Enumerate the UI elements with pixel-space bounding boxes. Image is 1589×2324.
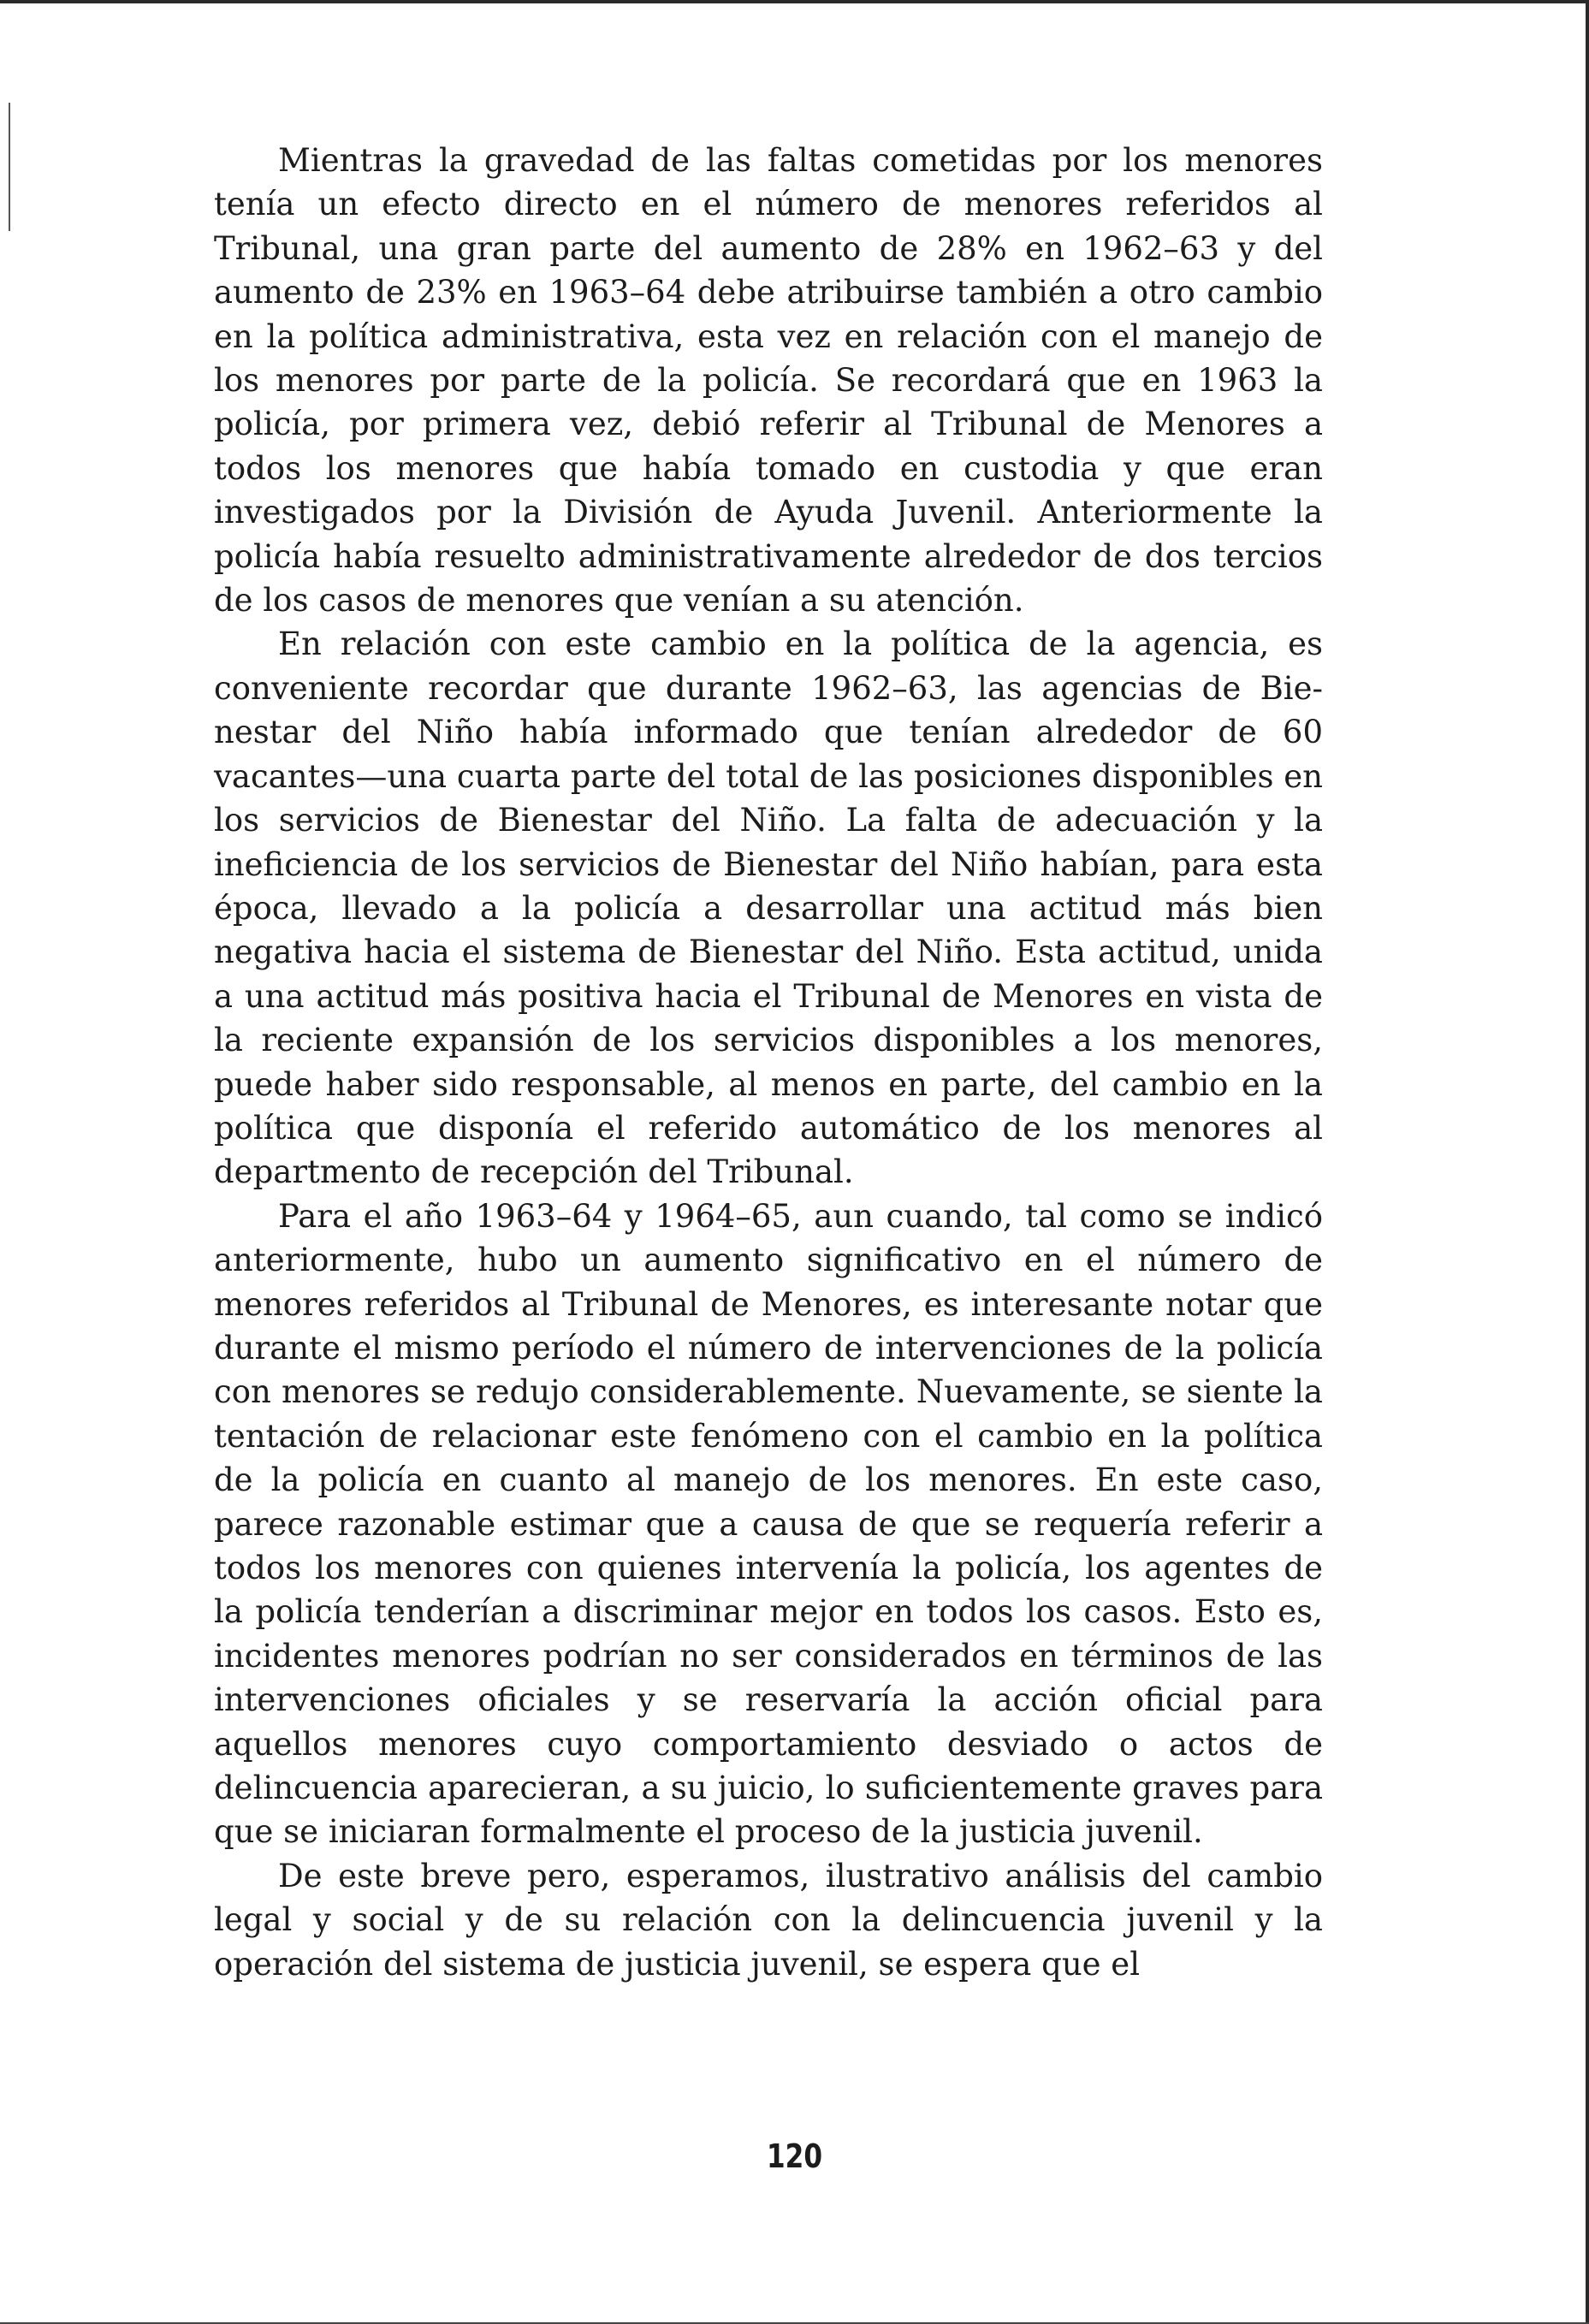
paragraph-1: Mientras la gravedad de las faltas cometidas por los menores tenía un efecto directo en el número de menores referidos al Tribunal, una gran parte del aumento de 28% en 1962–63 y del aumento de 23% en 1963–64 debe atribuirse también a otro cambio en la política administrativa, esta vez en relación con el manejo de los menores por parte de la policía. Se recordará que en 1963 la policía, por primera vez, debió referir al Tribunal de Menores a todos los menores que había tomado en custodia y que eran investigados por la División de Ayuda Juvenil. Anteriormente la policía había resuelto administrativamente alrededor de dos tercios de los casos de menores que venían a su atención. [214, 142, 1323, 620]
body-text [214, 139, 1323, 1986]
paragraph-2: En relación con este cambio en la política de la agencia, es conveniente recordar que durante 1962–63, las agencias de Bienestar del Niño había informado que tenían alrededor de 60 vacantes—una cuarta parte del total de las posiciones disponibles en los servicios de Bienestar del Niño. La falta de adecuación y la ineficiencia de los servicios de Bienestar del Niño habían, para esta época, llevado a la policía a desarrollar una actitud más bien negativa hacia el sistema de Bienestar del Niño. Esta actitud, unida a una actitud más positiva hacia el Tribunal de Menores en vista de la reciente expansión de los servicios disponibles a los menores, puede haber sido responsable, al menos en parte, del cambio en la política que disponía el referido automático de los menores al departmento de recepción del Tribunal. [214, 625, 1323, 1191]
paragraph-4: De este breve pero, esperamos, ilustrativo análisis del cambio legal y social y de su relación con la delincuencia juvenil y la operación del sistema de justicia juvenil, se espera que el [214, 1857, 1323, 1983]
page-number: 120 [766, 2137, 823, 2175]
page-margin-mark [9, 103, 10, 231]
page-border-top [0, 0, 1589, 3]
page-border-right [1586, 0, 1589, 2324]
paragraph-3: Para el año 1963–64 y 1964–65, aun cuando, tal como se indicó anteriormente, hubo un aumento significativo en el número de menores referidos al Tribunal de Menores, es interesante notar que durante el mismo período el número de intervenciones de la policía con menores se redujo considerablemente. Nuevamente, se siente la tentación de relacionar este fenómeno con el cambio en la política de la policía en cuanto al manejo de los menores. En este caso, parece razonable estimar que a causa de que se requería referir a todos los menores con quienes intervenía la policía, los agentes de la policía tenderían a discriminar mejor en todos los casos. Esto es, incidentes menores podrían no ser considerados en términos de las intervenciones oficiales y se reservaría la acción oficial para aquellos menores cuyo comportamiento desviado o actos de delincuencia aparecieran, a su juicio, lo suficientemente graves para que se iniciaran formalmente el proceso de la justicia juvenil. [214, 1197, 1323, 1851]
